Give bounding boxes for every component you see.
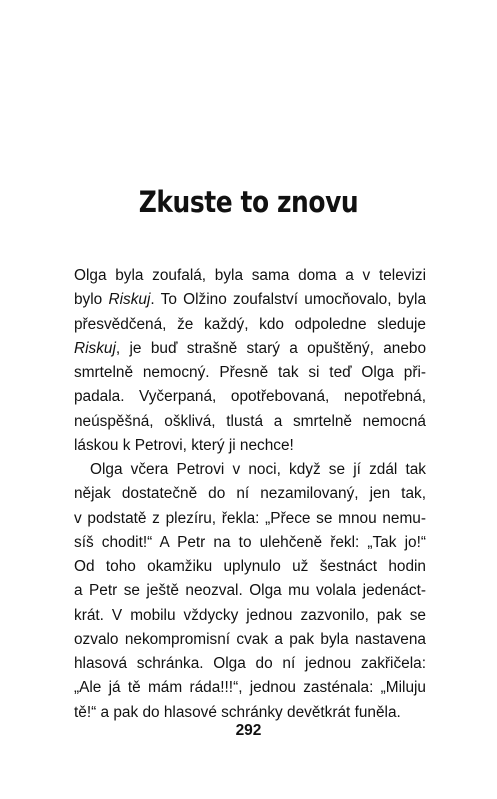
text-line <box>74 628 426 652</box>
text-line <box>74 337 426 361</box>
italic-text: Riskuj <box>74 339 116 357</box>
text-line <box>74 410 426 434</box>
text-run: neúspěšná, ošklivá, tlustá a smrtelně nemocná <box>74 412 426 430</box>
text-line <box>74 604 426 628</box>
page-number: 292 <box>235 722 262 739</box>
text-run: Olga včera Petrovi v noci, když se jí zdál tak <box>90 461 426 478</box>
text-line <box>74 313 426 337</box>
text-run: Olga byla zoufalá, byla sama doma a v televizi <box>74 267 426 284</box>
text-run: nějak dostatečně do ní nezamilovaný, jen tak, <box>74 485 426 503</box>
text-run: ozvalo nekompromisní cvak a pak byla nastavena <box>74 630 426 648</box>
text-line <box>74 458 426 482</box>
text-run: Od toho okamžiku uplynulo už šestnáct hodin <box>74 558 426 575</box>
text-run: bylo <box>74 291 109 309</box>
text-line <box>74 676 426 700</box>
italic-text: Riskuj <box>108 291 151 309</box>
text-line <box>74 361 426 385</box>
text-run: smrtelně nemocný. Přesně tak si teď Olga při- <box>74 364 426 381</box>
text-line <box>74 507 426 531</box>
text-run: „Ale já tě mám ráda!!!“, jednou zasténala: „Miluju <box>74 679 426 697</box>
text-run: láskou k Petrovi, který ji nechce! <box>74 436 294 454</box>
text-line <box>74 652 426 676</box>
text-run: . To Olžino zoufalství umocňovalo, byla <box>150 291 426 309</box>
text-run: a Petr se ještě neozval. Olga mu volala jedenáct- <box>74 582 426 600</box>
text-line <box>74 531 426 555</box>
text-run: hlasová schránka. Olga do ní jednou zakřičela: <box>74 655 426 672</box>
text-line <box>74 385 426 409</box>
text-run: přesvědčená, že každý, kdo odpoledne sleduje <box>74 315 426 333</box>
text-line <box>74 264 426 288</box>
text-line <box>74 288 426 312</box>
text-line <box>74 482 426 506</box>
text-run: v podstatě z plezíru, řekla: „Přece se mnou nemu- <box>74 509 426 527</box>
paragraph <box>74 264 426 458</box>
text-run: tě!“ a pak do hlasové schránky devětkrát funěla. <box>74 703 401 721</box>
chapter-title: Zkuste to znovu <box>138 185 359 219</box>
text-run: , je buď strašně starý a opuštěný, anebo <box>115 339 426 357</box>
text-line <box>74 434 426 458</box>
text-run: síš chodit!“ A Petr na to ulehčeně řekl: „Tak jo!“ <box>74 533 426 551</box>
paragraph <box>74 458 426 725</box>
text-line <box>74 555 426 579</box>
text-run: krát. V mobilu vždycky jednou zazvonilo, pak se <box>74 606 426 624</box>
body-text <box>74 264 426 725</box>
text-line <box>74 579 426 603</box>
text-run: padala. Vyčerpaná, opotřebovaná, nepotřebná, <box>74 388 426 406</box>
